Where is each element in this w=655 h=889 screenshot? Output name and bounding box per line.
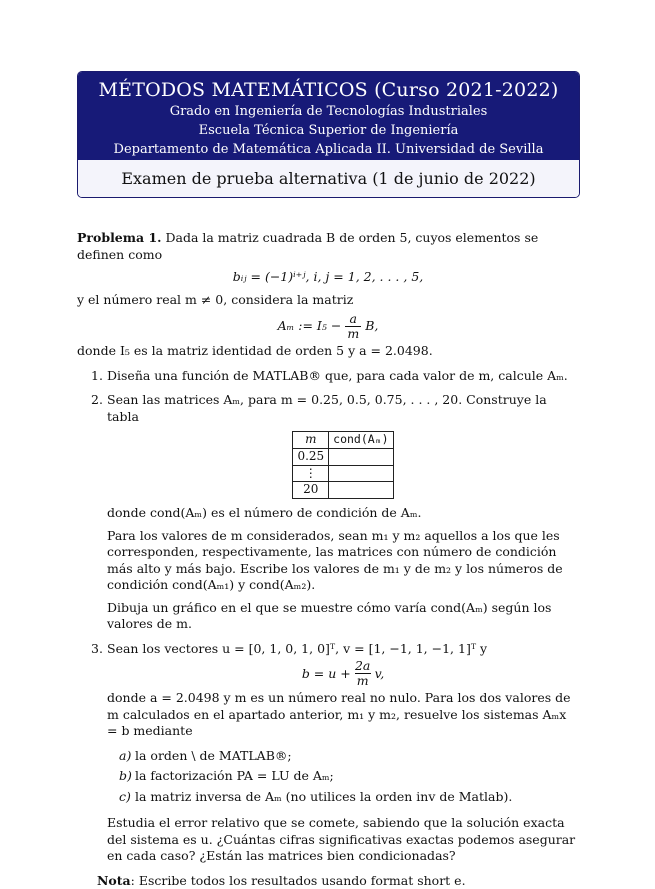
equation-b xyxy=(107,659,579,688)
problem-intro-text: Dada la matriz cuadrada B de orden 5, cuyos elementos se definen como xyxy=(77,230,539,262)
item-2-paragraph-1: Para los valores de m considerados, sean m₁ y m₂ aquellos a los que les corresponden, respectivamente, las matrices con número de condición más alto y más bajo. Escribe los valores de m₁ y de m₂ y los números de condición cond(Aₘ₁) y cond(Aₘ₂). xyxy=(107,527,563,593)
table-row xyxy=(293,448,393,465)
note-text: : Escribe todos los resultados usando format short e. xyxy=(130,872,466,888)
item-2-paragraph-2: Dibuja un gráfico en el que se muestre cómo varía cond(Aₘ) según los valores de m. xyxy=(107,599,552,632)
school-line: Escuela Técnica Superior de Ingeniería xyxy=(198,123,459,138)
eq-am-left: Aₘ := I₅ − xyxy=(277,318,342,334)
table-row xyxy=(293,482,393,499)
problem-label: Problema 1. xyxy=(77,230,162,245)
table-cell-m: ⋮ xyxy=(293,465,329,482)
item-1-text: Diseña una función de MATLAB® que, para cada valor de m, calcule Aₘ. xyxy=(107,367,568,383)
table-cell-m: 0.25 xyxy=(293,448,329,465)
department-line: Departamento de Matemática Aplicada II. Universidad de Sevilla xyxy=(113,142,544,157)
table-header-m: m xyxy=(293,432,329,449)
equation-am xyxy=(77,312,579,341)
table-cell-cond xyxy=(329,465,393,482)
header-banner xyxy=(78,72,579,160)
item-2 xyxy=(77,392,579,633)
degree-line: Grado en Ingeniería de Tecnologías Industriales xyxy=(169,104,488,119)
eq-b-right: v, xyxy=(374,665,385,681)
item-2-number: 2. xyxy=(91,392,103,407)
table-row xyxy=(293,465,393,482)
table-cell-cond xyxy=(329,482,393,499)
item-3-text-2: donde a = 2.0498 y m es un número real no nulo. Para los dos valores de m calculados en el apartado anterior, m₁ y m₂, resuelve los sistemas Aₘx = b mediante xyxy=(107,690,571,739)
item-3 xyxy=(77,641,579,740)
condition-table xyxy=(292,431,393,499)
subitem-c xyxy=(77,789,579,806)
subitem-c-label: c) xyxy=(119,788,131,804)
equation-bij: bᵢⱼ = (−1)ⁱ⁺ʲ, i, j = 1, 2, . . . , 5, xyxy=(232,269,424,284)
course-title: MÉTODOS MATEMÁTICOS (Curso 2021-2022) xyxy=(98,79,559,101)
subitem-b-label: b) xyxy=(119,768,132,784)
table-cell-m: 20 xyxy=(293,482,329,499)
problem-text-2: y el número real m ≠ 0, considera la matriz xyxy=(77,291,354,307)
eq-am-right: B, xyxy=(365,318,379,334)
subitem-list xyxy=(77,748,579,806)
subitem-a-label: a) xyxy=(119,747,132,763)
subitem-b-text: la factorización PA = LU de Aₘ; xyxy=(135,768,334,784)
problem-intro xyxy=(77,230,579,263)
problem-content xyxy=(77,230,579,889)
item-2-text: Sean las matrices Aₘ, para m = 0.25, 0.5, 0.75, . . . , 20. Construye la tabla xyxy=(107,392,547,424)
item-3-number: 3. xyxy=(91,640,103,656)
note-label: Nota xyxy=(97,872,131,888)
subitem-c-text: la matriz inversa de Aₘ (no utilices la orden inv de Matlab). xyxy=(135,788,513,804)
table-cell-cond xyxy=(329,448,393,465)
item-2-after-table: donde cond(Aₘ) es el número de condición de Aₘ. xyxy=(107,505,422,521)
eq-am-numerator: a xyxy=(349,311,357,326)
exam-header xyxy=(77,71,580,198)
eq-b-denominator: m xyxy=(356,673,369,689)
eq-b-fraction xyxy=(355,659,371,688)
exam-subtitle: Examen de prueba alternativa (1 de junio de 2022) xyxy=(78,160,579,197)
item-1-number: 1. xyxy=(91,367,103,383)
table-header-row xyxy=(293,432,393,449)
subitem-a-text: la orden \ de MATLAB®; xyxy=(135,747,292,763)
note xyxy=(77,873,579,889)
eq-b-left: b = u + xyxy=(301,665,351,681)
eq-am-fraction xyxy=(345,312,361,341)
item-3-text: Sean los vectores u = [0, 1, 0, 1, 0]ᵀ, v = [1, −1, 1, −1, 1]ᵀ y xyxy=(107,640,488,656)
subitem-a xyxy=(77,748,579,765)
problem-text-3: donde I₅ es la matriz identidad de orden 5 y a = 2.0498. xyxy=(77,343,433,358)
subitem-b xyxy=(77,768,579,785)
item-3-paragraph: Estudia el error relativo que se comete, sabiendo que la solución exacta del sistema es u. ¿Cuántas cifras significativas exactas podemos asegurar en cada caso? ¿Están las matrices bien condicionadas? xyxy=(107,815,576,864)
eq-am-denominator: m xyxy=(347,326,360,341)
item-3-closing xyxy=(77,815,579,865)
item-1 xyxy=(77,368,579,385)
table-header-cond: cond(Aₘ) xyxy=(329,432,393,449)
eq-b-numerator: 2a xyxy=(354,658,371,674)
